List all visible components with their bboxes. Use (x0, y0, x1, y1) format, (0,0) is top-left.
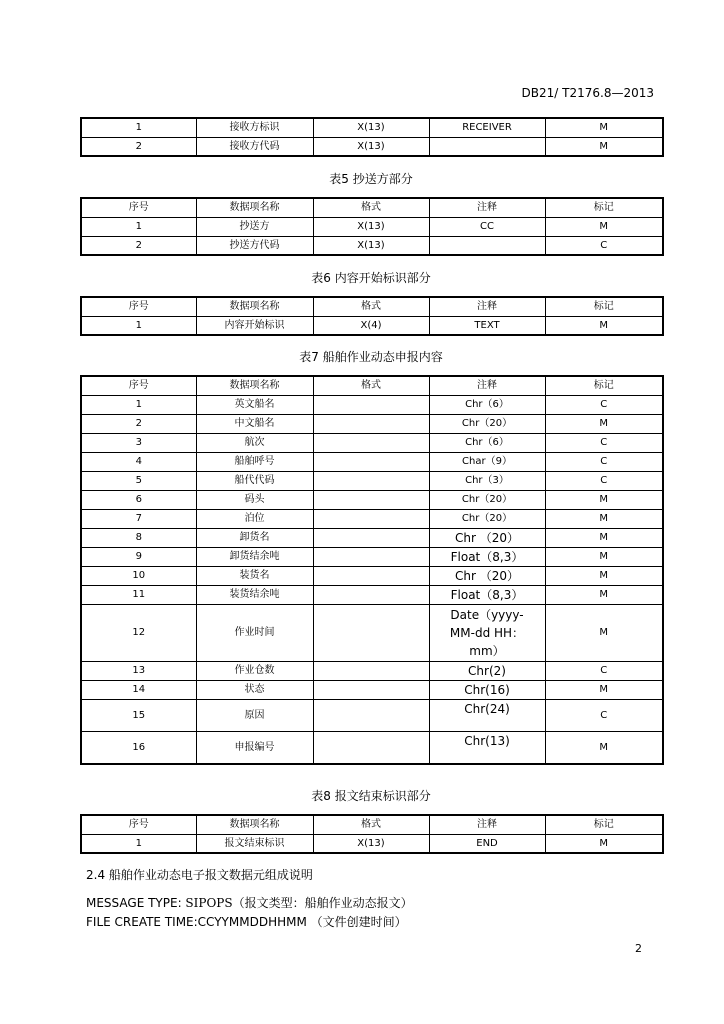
cell-flag: M (545, 731, 663, 764)
cell-flag: M (545, 680, 663, 699)
cell-flag: M (545, 316, 663, 335)
cell-index: 4 (81, 452, 196, 471)
cell-format: X(13) (313, 217, 429, 236)
cell-format (313, 680, 429, 699)
cell-flag: M (545, 217, 663, 236)
cell-note: Chr(24) (429, 699, 545, 731)
cell-item-name: 抄送方代码 (196, 236, 313, 255)
message-type-desc: （报文类型：船舶作业动态报文） (232, 896, 413, 910)
cell-index: 2 (81, 236, 196, 255)
cell-item-name: 卸货名 (196, 528, 313, 547)
table7 (80, 375, 664, 765)
header-format: 格式 (313, 376, 429, 395)
table-row (81, 433, 663, 452)
header-note: 注释 (429, 815, 545, 834)
table-row (81, 452, 663, 471)
table-row (81, 316, 663, 335)
cell-note: Chr（20） (429, 414, 545, 433)
cell-index: 2 (81, 414, 196, 433)
cell-flag: M (545, 118, 663, 137)
cell-format (313, 414, 429, 433)
cell-format (313, 433, 429, 452)
cell-note: Char（9） (429, 452, 545, 471)
table5 (80, 197, 664, 256)
cell-flag: C (545, 471, 663, 490)
cell-item-name: 装货名 (196, 566, 313, 585)
cell-index: 9 (81, 547, 196, 566)
cell-note: RECEIVER (429, 118, 545, 137)
cell-note: Chr （20） (429, 528, 545, 547)
message-type-line (86, 894, 413, 911)
table5-caption: 表5 抄送方部分 (329, 172, 413, 186)
document-code: DB21/ T2176.8—2013 (521, 86, 654, 100)
cell-item-name: 航次 (196, 433, 313, 452)
cell-format (313, 566, 429, 585)
cell-item-name: 作业时间 (196, 604, 313, 661)
cell-flag: M (545, 509, 663, 528)
header-index: 序号 (81, 376, 196, 395)
cell-item-name: 船舶呼号 (196, 452, 313, 471)
cell-item-name: 状态 (196, 680, 313, 699)
cell-item-name: 申报编号 (196, 731, 313, 764)
cell-note: Chr(16) (429, 680, 545, 699)
cell-index: 6 (81, 490, 196, 509)
cell-flag: C (545, 661, 663, 680)
table-row (81, 834, 663, 853)
cell-item-name: 作业仓数 (196, 661, 313, 680)
cell-format (313, 528, 429, 547)
table-header-row (81, 376, 663, 395)
cell-item-name: 卸货结余吨 (196, 547, 313, 566)
header-item-name: 数据项名称 (196, 376, 313, 395)
cell-index: 10 (81, 566, 196, 585)
cell-item-name: 抄送方 (196, 217, 313, 236)
table-receiver (80, 117, 664, 157)
cell-format (313, 509, 429, 528)
cell-index: 1 (81, 217, 196, 236)
cell-flag: M (545, 137, 663, 156)
cell-item-name: 装货结余吨 (196, 585, 313, 604)
cell-index: 2 (81, 137, 196, 156)
header-item-name: 数据项名称 (196, 198, 313, 217)
cell-index: 16 (81, 731, 196, 764)
cell-note: END (429, 834, 545, 853)
cell-note: Chr （20） (429, 566, 545, 585)
cell-format (313, 661, 429, 680)
cell-format (313, 490, 429, 509)
cell-note: Date（yyyy-MM-dd HH：mm） (429, 604, 545, 661)
cell-note: Chr(2) (429, 661, 545, 680)
cell-format: X(13) (313, 137, 429, 156)
cell-format (313, 731, 429, 764)
cell-index: 1 (81, 395, 196, 414)
table-header-row (81, 297, 663, 316)
table-row (81, 547, 663, 566)
cell-note: Float（8,3） (429, 547, 545, 566)
cell-note: Float（8,3） (429, 585, 545, 604)
table7-caption: 表7 船舶作业动态申报内容 (299, 350, 443, 364)
table-row (81, 471, 663, 490)
cell-note: Chr(13) (429, 731, 545, 764)
cell-item-name: 报文结束标识 (196, 834, 313, 853)
cell-format (313, 604, 429, 661)
table-row (81, 699, 663, 731)
cell-note: Chr（20） (429, 490, 545, 509)
cell-note (429, 236, 545, 255)
cell-index: 13 (81, 661, 196, 680)
header-item-name: 数据项名称 (196, 297, 313, 316)
table-row (81, 137, 663, 156)
table8-caption: 表8 报文结束标识部分 (311, 789, 431, 803)
cell-note: Chr（3） (429, 471, 545, 490)
cell-flag: C (545, 433, 663, 452)
table-row (81, 414, 663, 433)
cell-format (313, 547, 429, 566)
header-note: 注释 (429, 376, 545, 395)
cell-flag: M (545, 834, 663, 853)
header-flag: 标记 (545, 297, 663, 316)
cell-item-name: 原因 (196, 699, 313, 731)
cell-flag: C (545, 236, 663, 255)
table6-caption: 表6 内容开始标识部分 (311, 271, 431, 285)
cell-flag: C (545, 395, 663, 414)
cell-index: 11 (81, 585, 196, 604)
cell-note (429, 137, 545, 156)
header-format: 格式 (313, 297, 429, 316)
table-row (81, 731, 663, 764)
table-row (81, 118, 663, 137)
cell-flag: C (545, 699, 663, 731)
cell-flag: M (545, 604, 663, 661)
table6 (80, 296, 664, 336)
cell-index: 5 (81, 471, 196, 490)
cell-format: X(13) (313, 236, 429, 255)
cell-item-name: 码头 (196, 490, 313, 509)
table-header-row (81, 815, 663, 834)
table-row (81, 604, 663, 661)
cell-format (313, 585, 429, 604)
message-type-code: SIPOPS (185, 896, 233, 910)
cell-flag: M (545, 490, 663, 509)
table-row (81, 528, 663, 547)
cell-index: 15 (81, 699, 196, 731)
header-index: 序号 (81, 815, 196, 834)
cell-index: 1 (81, 316, 196, 335)
table-row (81, 680, 663, 699)
table-row (81, 217, 663, 236)
cell-note: Chr（6） (429, 433, 545, 452)
header-index: 序号 (81, 198, 196, 217)
cell-item-name: 泊位 (196, 509, 313, 528)
cell-format (313, 471, 429, 490)
header-note: 注释 (429, 198, 545, 217)
cell-flag: M (545, 566, 663, 585)
cell-flag: M (545, 547, 663, 566)
cell-index: 14 (81, 680, 196, 699)
header-item-name: 数据项名称 (196, 815, 313, 834)
header-format: 格式 (313, 198, 429, 217)
table-row (81, 236, 663, 255)
cell-flag: C (545, 452, 663, 471)
cell-item-name: 内容开始标识 (196, 316, 313, 335)
cell-index: 8 (81, 528, 196, 547)
header-flag: 标记 (545, 198, 663, 217)
table-row (81, 395, 663, 414)
cell-item-name: 中文船名 (196, 414, 313, 433)
cell-flag: M (545, 414, 663, 433)
table-row (81, 585, 663, 604)
cell-format: X(13) (313, 118, 429, 137)
page-number: 2 (635, 942, 642, 955)
cell-format (313, 395, 429, 414)
cell-note: Chr（20） (429, 509, 545, 528)
table-row (81, 509, 663, 528)
cell-index: 1 (81, 118, 196, 137)
cell-flag: M (545, 528, 663, 547)
cell-item-name: 英文船名 (196, 395, 313, 414)
message-type-label: MESSAGE TYPE: (86, 896, 186, 910)
table8 (80, 814, 664, 854)
file-create-time-line: FILE CREATE TIME:CCYYMMDDHHMM （文件创建时间） (86, 915, 407, 929)
table-row (81, 566, 663, 585)
cell-note: Chr（6） (429, 395, 545, 414)
header-note: 注释 (429, 297, 545, 316)
table-row (81, 490, 663, 509)
table-header-row (81, 198, 663, 217)
header-index: 序号 (81, 297, 196, 316)
cell-item-name: 船代代码 (196, 471, 313, 490)
cell-format (313, 699, 429, 731)
cell-format: X(13) (313, 834, 429, 853)
cell-format (313, 452, 429, 471)
cell-flag: M (545, 585, 663, 604)
cell-index: 12 (81, 604, 196, 661)
cell-note: CC (429, 217, 545, 236)
header-format: 格式 (313, 815, 429, 834)
cell-note: TEXT (429, 316, 545, 335)
cell-format: X(4) (313, 316, 429, 335)
table-row (81, 661, 663, 680)
section-heading: 2.4 船舶作业动态电子报文数据元组成说明 (86, 868, 313, 882)
cell-item-name: 接收方代码 (196, 137, 313, 156)
cell-index: 3 (81, 433, 196, 452)
header-flag: 标记 (545, 376, 663, 395)
cell-index: 7 (81, 509, 196, 528)
cell-index: 1 (81, 834, 196, 853)
cell-item-name: 接收方标识 (196, 118, 313, 137)
header-flag: 标记 (545, 815, 663, 834)
